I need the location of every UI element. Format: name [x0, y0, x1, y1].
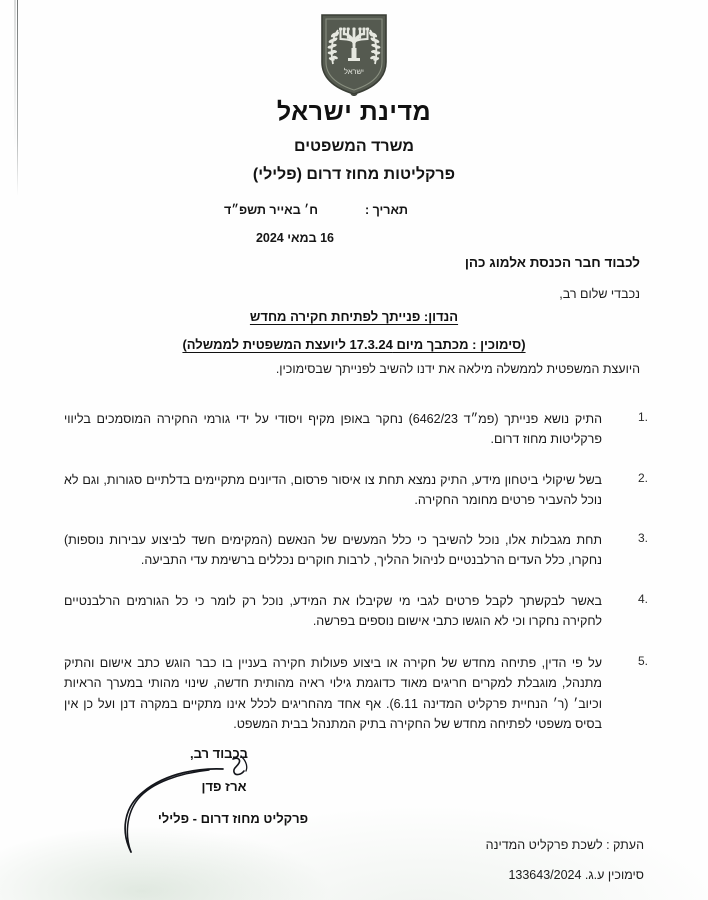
intro-paragraph: היועצת המשפטית לממשלה מילאה את ידנו להשיב לפנייתך שבסימוכין. — [275, 362, 640, 376]
footer-copy-to: העתק : לשכת פרקליט המדינה — [485, 838, 644, 852]
clause-item — [64, 530, 648, 571]
reference-text: (סימוכין : מכתבך מיום 17.3.24 ליועצת המשפטית לממשלה) — [182, 337, 526, 352]
clause-item — [64, 653, 648, 734]
signature-name: ארז פדן — [201, 779, 247, 794]
clause-text: בשל שיקולי ביטחון מידע, התיק נמצא תחת צו איסור פרסום, הדיונים מתקיימים בדלתיים סגורות, וגם לא נוכל להעביר פרטים מחומר החקירה. — [64, 472, 602, 507]
reference-line — [0, 337, 708, 352]
emblem-caption: ישראל — [344, 67, 364, 76]
addressee-line: לכבוד חבר הכנסת אלמוג כהן — [464, 255, 640, 270]
date-gregorian-value: 16 במאי 2024 — [255, 231, 334, 245]
clause-number: 3. — [637, 531, 648, 545]
signature-role: פרקליט מחוז דרום - פלילי — [157, 811, 309, 826]
footer-reference-number: סימוכין ע.ג. 133643/2024 — [508, 868, 644, 882]
clause-text: על פי הדין, פתיחה מחדש של חקירה או ביצוע פעולות חקירה בעניין בו כבר הוגש כתב אישום והתיק מתנהל, מוגבלת למקרים חריגים מאוד כדוגמת גילוי ראיה מהותית חדשה, שינוי מהותי במערך הראיות וכיוב׳ (ר׳ הנחיית פרקליט המדינה 6.11). אף אחד מהחריגים לכלל אינו מתקיים במקרה דנן ועל כן אין בסיס משפטי לפתיחה מחדש של החקירה בתיק המתנהל בבית המשפט. — [64, 656, 602, 731]
clause-item — [64, 409, 648, 450]
clause-text: התיק נושא פנייתך (פמ״ד 6462/23) נחקר באופן מקיף ויסודי על ידי גורמי החקירה המוסמכים בליווי פרקליטות מחוז דרום. — [64, 412, 602, 447]
header-office-title: פרקליטות מחוז דרום (פלילי) — [252, 165, 456, 183]
subject-line — [0, 309, 708, 324]
greeting-line: נכבדי שלום רב, — [559, 287, 640, 301]
clause-text: תחת מגבלות אלו, נוכל להשיבך כי כלל המעשים של הנאשם (המקימים חשד לביצוע עבירות נוספות) נחקרו, כלל העדים הרלבנטיים לניהול ההליך, לרבות חוקרים נכללים ברשימת עדי התביעה. — [64, 533, 602, 568]
date-row — [118, 203, 408, 217]
date-block — [118, 203, 408, 245]
emblem-container — [0, 12, 708, 96]
clause-number: 5. — [637, 654, 648, 668]
clause-number: 1. — [637, 410, 648, 424]
clause-number: 4. — [637, 591, 648, 606]
header-ministry-title: משרד המשפטים — [294, 137, 414, 155]
signature-block — [113, 746, 353, 826]
clause-item — [64, 591, 648, 632]
date-hebrew-value: ח׳ באייר תשפ״ד — [223, 203, 318, 217]
clause-list — [64, 409, 648, 752]
letterhead-titles — [0, 98, 708, 184]
signature-closing: בכבוד רב, — [190, 746, 248, 761]
israel-state-emblem-icon — [318, 12, 390, 96]
clause-number: 2. — [637, 470, 648, 485]
subject-text: הנדון: פנייתך לפתיחת חקירה מחדש — [249, 309, 459, 324]
date-label: תאריך : — [364, 203, 408, 217]
footer-block — [486, 838, 644, 882]
clause-text: באשר לבקשתך לקבל פרטים לגבי מי שקיבלו את המידע, נוכל רק לומר כי כל הגורמים הרלבנטיים לחקירה נחקרו וכי לא הוגשו כתבי אישום נוספים בפרשה. — [64, 593, 602, 628]
clause-item — [64, 470, 648, 511]
header-state-title: מדינת ישראל — [276, 98, 432, 126]
